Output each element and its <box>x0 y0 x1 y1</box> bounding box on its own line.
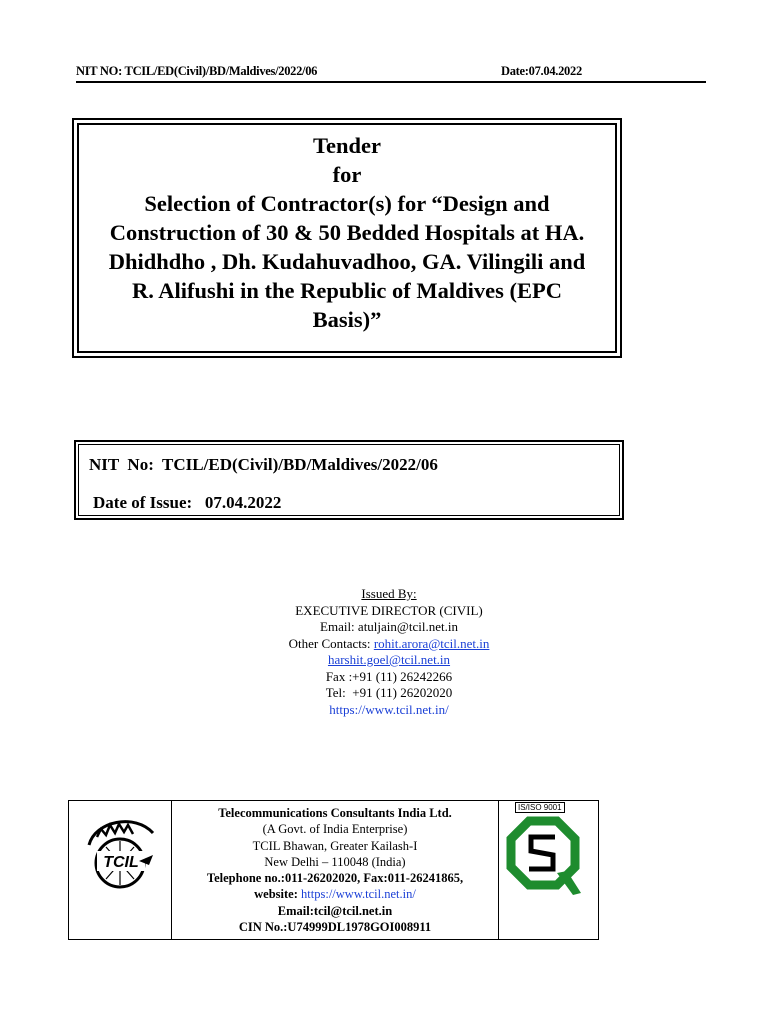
tel-number: Tel: +91 (11) 26202020 <box>325 685 453 700</box>
company-website-label: website: <box>254 887 298 902</box>
company-address-line-1: TCIL Bhawan, Greater Kailash-I <box>252 838 418 853</box>
issued-by-heading: Issued By: <box>361 586 417 601</box>
issued-by-block <box>0 586 770 718</box>
contact-link-rohit[interactable]: rohit.arora@tcil.net.in <box>373 635 490 651</box>
company-email: Email:tcil@tcil.net.in <box>277 903 393 918</box>
fax-number: Fax :+91 (11) 26242266 <box>325 668 453 684</box>
company-address-line-2: New Delhi – 110048 (India) <box>264 854 406 869</box>
header-date: Date:07.04.2022 <box>501 64 582 78</box>
header-nit-number: NIT NO: TCIL/ED(Civil)/BD/Maldives/2022/06 <box>76 64 318 78</box>
nit-number-line: NIT No: TCIL/ED(Civil)/BD/Maldives/2022/06 <box>89 455 438 474</box>
tender-title-box <box>72 118 622 358</box>
company-telephone: Telephone no.:011-26202020, Fax:011-26241865, <box>206 871 464 886</box>
title-line: Construction of 30 & 50 Bedded Hospitals at HA. <box>109 220 585 245</box>
issuer-designation: EXECUTIVE DIRECTOR (CIVIL) <box>295 602 483 618</box>
title-line: Dhidhdho , Dh. Kudahuvadhoo, GA. Vilingili and <box>108 249 586 274</box>
footer-right-cell <box>498 801 600 939</box>
iso-tag: IS/ISO 9001 <box>515 802 565 813</box>
issuer-email: Email: atuljain@tcil.net.in <box>320 619 458 634</box>
company-website-link[interactable]: https://www.tcil.net.in/ <box>301 887 416 902</box>
contact-link-harshit[interactable]: harshit.goel@tcil.net.in <box>327 652 451 667</box>
date-of-issue-line: Date of Issue: 07.04.2022 <box>93 493 282 512</box>
header-rule <box>76 81 706 83</box>
company-subtitle: (A Govt. of India Enterprise) <box>262 822 408 837</box>
tender-title <box>77 123 617 353</box>
footer-left-cell <box>69 801 172 939</box>
other-contacts-label: Other Contacts: <box>288 635 371 651</box>
website-link[interactable]: https://www.tcil.net.in/ <box>329 701 449 717</box>
company-cin: CIN No.:U74999DL1978GOI008911 <box>238 920 432 935</box>
iso-certification-logo-icon <box>503 803 583 899</box>
svg-text:TCIL: TCIL <box>103 854 139 871</box>
nit-info-box <box>74 440 624 520</box>
company-name: Telecommunications Consultants India Ltd. <box>218 806 452 820</box>
title-line: Basis)” <box>312 307 382 332</box>
title-line: Selection of Contractor(s) for “Design and <box>144 191 550 216</box>
title-line: for <box>332 162 362 187</box>
tcil-logo-icon <box>77 807 163 891</box>
footer-company-details <box>172 801 498 939</box>
title-line: Tender <box>313 133 381 158</box>
nit-info-inner <box>78 444 620 516</box>
company-footer-table <box>68 800 599 940</box>
title-line: R. Alifushi in the Republic of Maldives (EPC <box>131 278 563 303</box>
